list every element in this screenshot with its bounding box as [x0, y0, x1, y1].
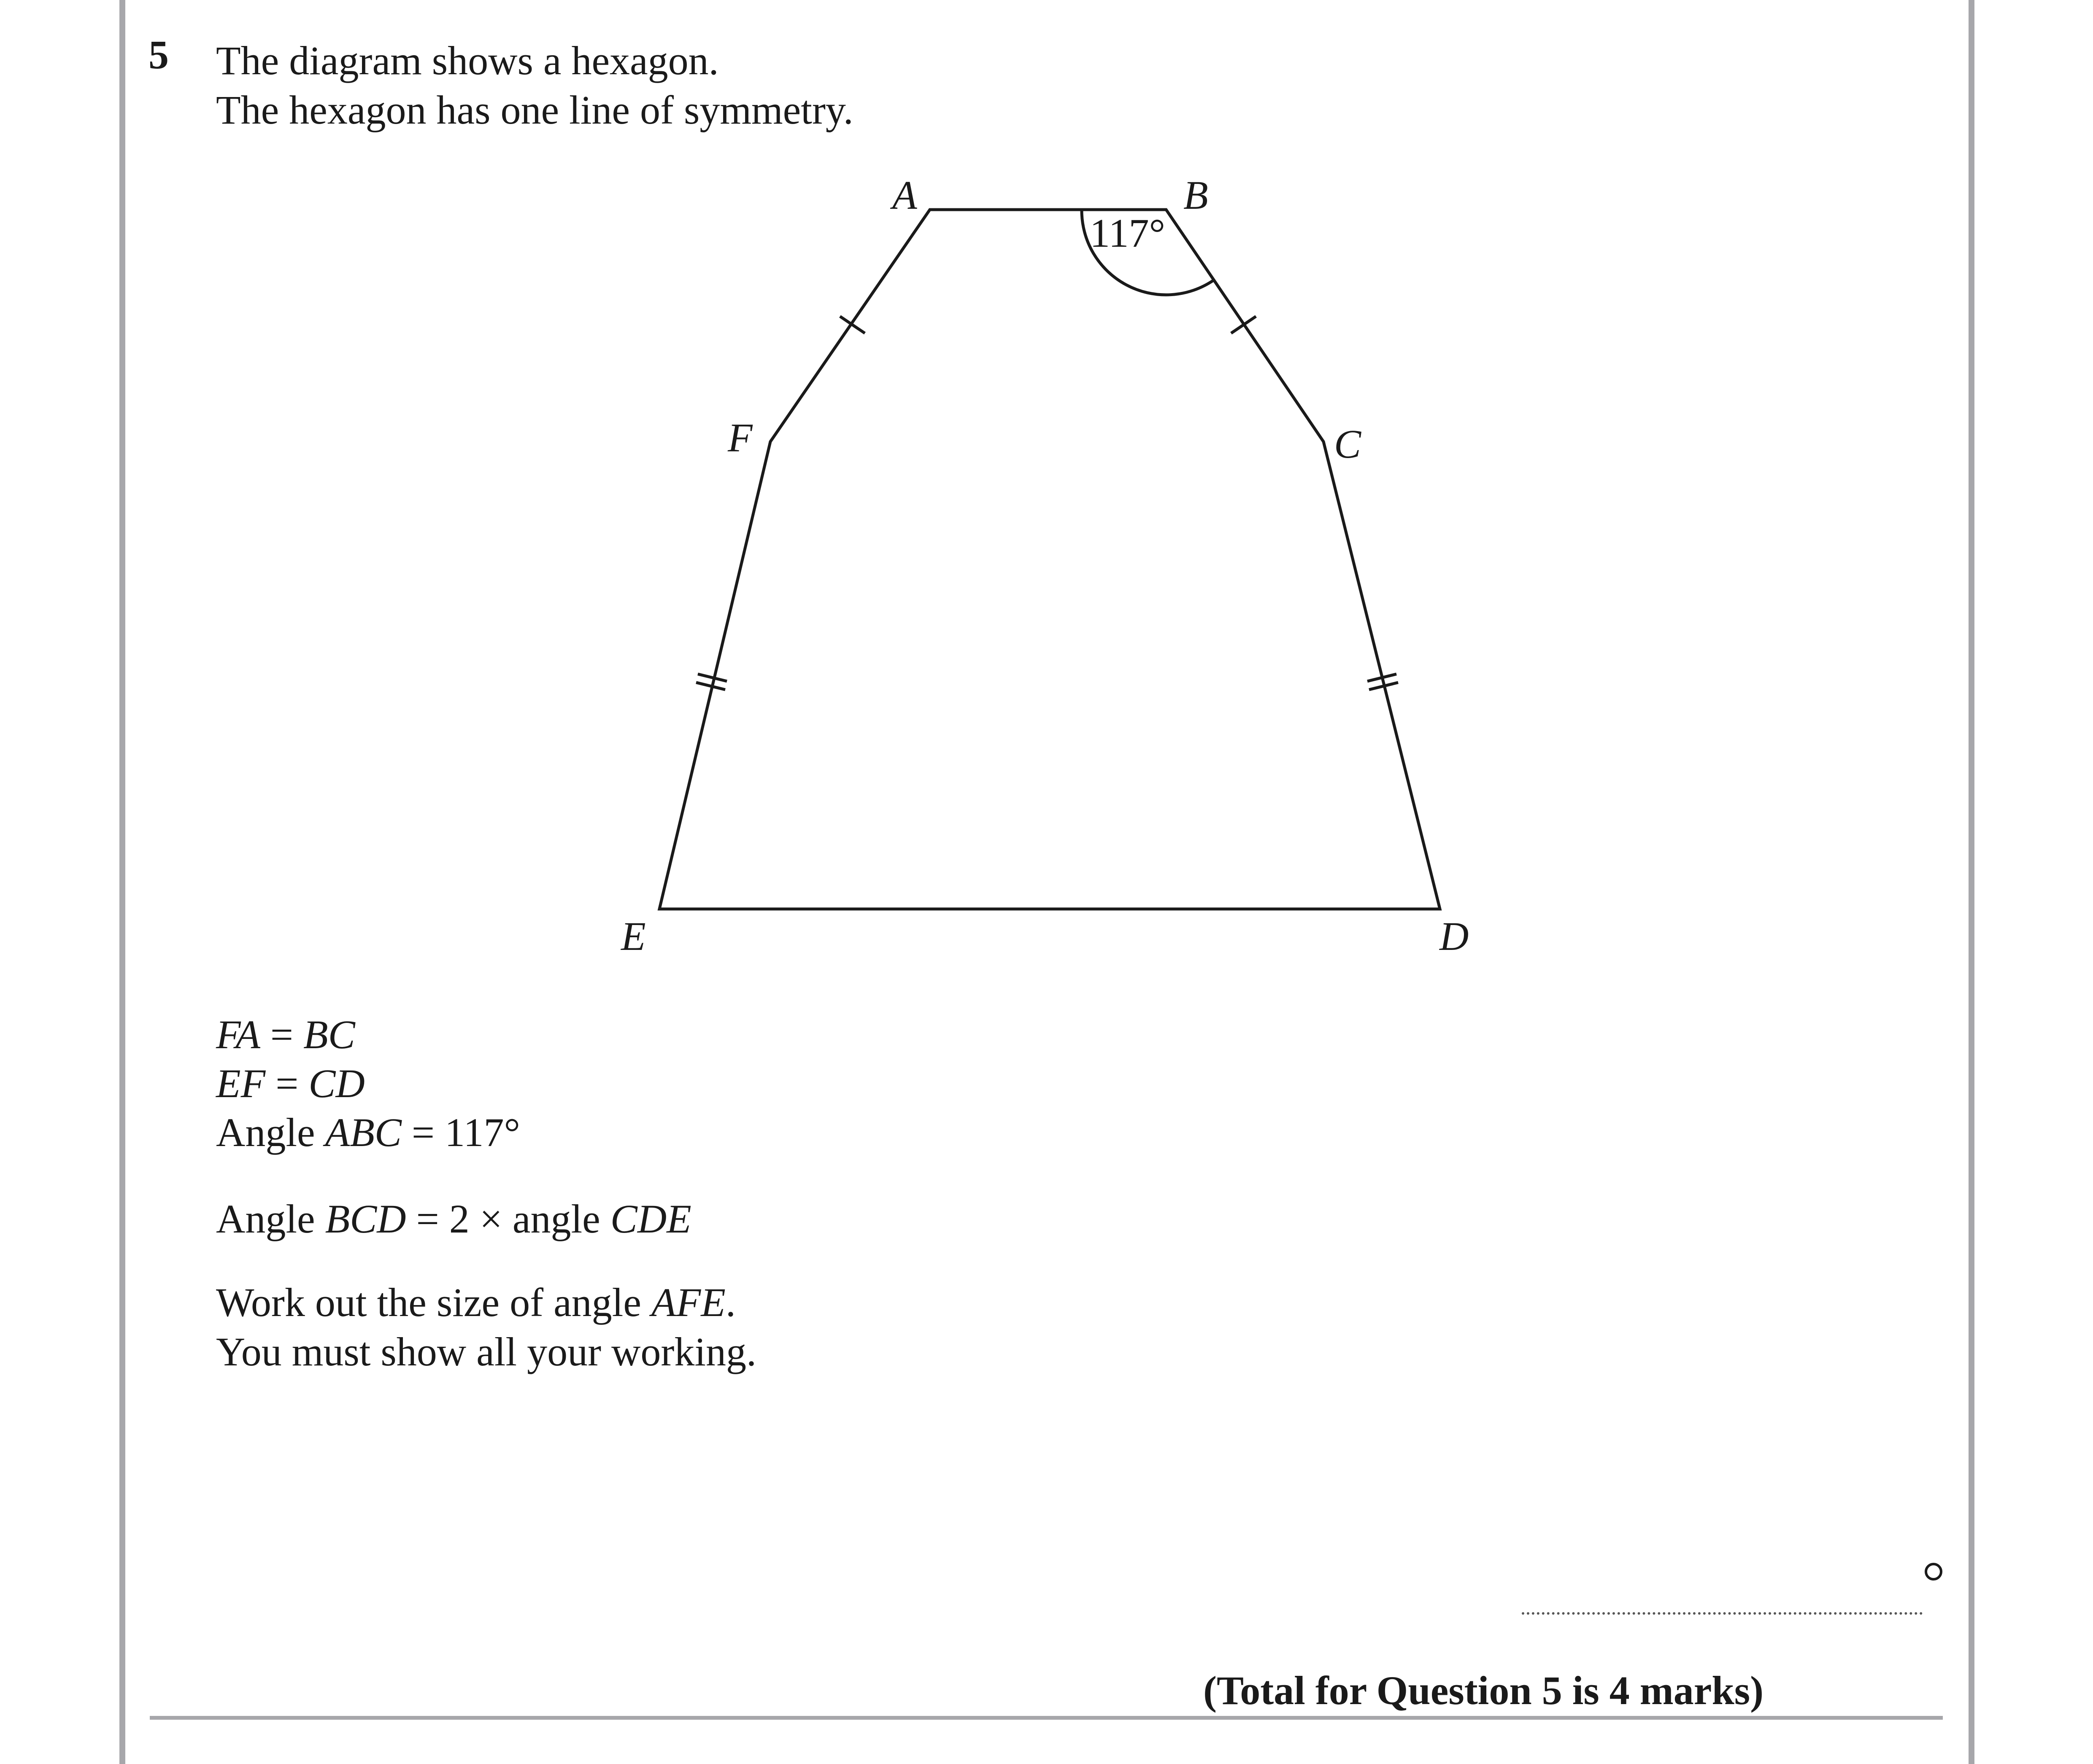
angle-abc-value: = 117° — [401, 1110, 520, 1155]
segment-fa: FA — [216, 1012, 260, 1057]
angle-bcd-name: BCD — [325, 1196, 406, 1241]
angle-label-b: 117° — [1090, 210, 1165, 256]
vertex-label-b: B — [1183, 173, 1208, 218]
angle-cde-name: CDE — [610, 1196, 691, 1241]
question-total: (Total for Question 5 is 4 marks) — [1203, 1668, 1764, 1713]
given-angle-abc — [216, 1112, 520, 1153]
vertex-label-a: A — [892, 173, 917, 218]
vertex-label-e: E — [621, 914, 646, 959]
question-number: 5 — [149, 32, 169, 77]
equals-sign: = — [265, 1061, 309, 1106]
segment-cd: CD — [308, 1061, 365, 1106]
angle-abc-name: ABC — [325, 1110, 402, 1155]
given-fa-equals-bc — [216, 1014, 355, 1055]
hexagon-outline — [659, 210, 1440, 909]
angle-prefix: Angle — [216, 1110, 325, 1155]
segment-ef: EF — [216, 1061, 266, 1106]
angle-prefix: Angle — [216, 1196, 325, 1241]
bottom-rule — [150, 1716, 1943, 1720]
angle-afe-name: AFE — [651, 1280, 726, 1325]
vertex-label-d: D — [1439, 914, 1469, 959]
tick-mark-fa — [840, 316, 865, 333]
vertex-label-c: C — [1334, 421, 1361, 467]
given-angle-bcd — [216, 1196, 691, 1241]
equals-sign: = — [260, 1012, 304, 1057]
vertex-label-f: F — [728, 415, 753, 460]
angle-bcd-relation: = 2 × angle — [406, 1196, 610, 1241]
given-ef-equals-cd — [216, 1063, 365, 1104]
intro-line-1: The diagram shows a hexagon. — [216, 38, 719, 83]
task-prefix: Work out the size of angle — [216, 1280, 651, 1325]
task-line-1 — [216, 1282, 736, 1323]
task-line-2: You must show all your working. — [216, 1329, 756, 1374]
degree-symbol — [1925, 1563, 1942, 1581]
segment-bc: BC — [303, 1012, 355, 1057]
intro-line-2: The hexagon has one line of symmetry. — [216, 87, 853, 132]
task-suffix: . — [725, 1280, 736, 1325]
tick-mark-bc — [1231, 316, 1256, 333]
answer-line[interactable] — [1522, 1612, 1923, 1615]
